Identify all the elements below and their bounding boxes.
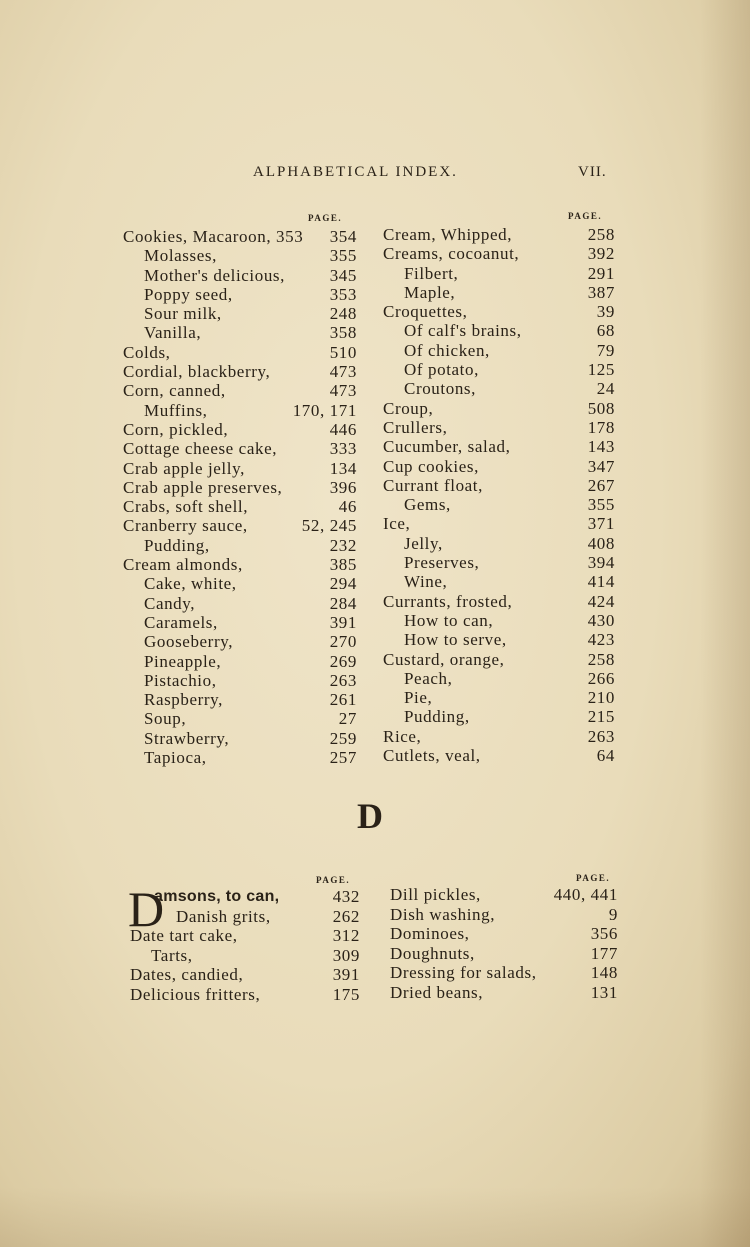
entry-page: 333 (329, 439, 357, 459)
entry-name: Soup, (144, 709, 187, 729)
index-entry (383, 495, 615, 514)
entry-name: Colds, (123, 342, 171, 362)
page-edge-shadow (700, 0, 750, 1247)
entry-page: 508 (587, 398, 615, 418)
d-right-index-column (390, 885, 618, 1003)
entry-name: Cordial, blackberry, (123, 362, 271, 382)
index-entry (123, 246, 357, 265)
index-entry (123, 381, 357, 400)
entry-name: Dates, candied, (130, 965, 244, 985)
entry-name: Vanilla, (144, 323, 202, 343)
index-entry (383, 457, 615, 476)
entry-page: 266 (587, 668, 615, 688)
entry-page: 294 (329, 574, 357, 594)
entry-page: 261 (329, 690, 357, 710)
index-entry (123, 497, 357, 516)
index-entry (123, 343, 357, 362)
index-entry (123, 401, 357, 420)
drop-cap: D (128, 881, 165, 937)
entry-name: Filbert, (404, 263, 459, 283)
entry-name: Cup cookies, (383, 456, 479, 476)
entry-page: 355 (587, 495, 615, 515)
entry-page: 232 (329, 535, 357, 555)
index-entry (383, 688, 615, 707)
entry-page: 259 (329, 728, 357, 748)
entry-page: 68 (596, 321, 615, 341)
entry-name: Raspberry, (144, 690, 224, 710)
entry-name: Sour milk, (144, 304, 222, 324)
index-entry (383, 572, 615, 591)
entry-name: Dried beans, (390, 982, 484, 1002)
index-entry (130, 985, 360, 1005)
index-entry (383, 418, 615, 437)
entry-name: Rice, (383, 726, 422, 746)
entry-page: 424 (587, 591, 615, 611)
index-entry (383, 283, 615, 302)
entry-name: Custard, orange, (383, 649, 505, 669)
entry-page: 258 (587, 225, 615, 244)
entry-name: Tapioca, (144, 748, 207, 768)
entry-page: 215 (587, 707, 615, 727)
entry-page: 423 (587, 630, 615, 650)
entry-name: Gems, (404, 495, 451, 515)
entry-name: Cream, Whipped, (383, 225, 513, 244)
index-entry (123, 613, 357, 632)
index-entry (123, 555, 357, 574)
entry-name: Pudding, (404, 707, 470, 727)
entry-name: Molasses, (144, 246, 217, 266)
index-entry (383, 650, 615, 669)
index-entry (123, 439, 357, 458)
entry-name: Croutons, (404, 379, 476, 399)
d-left-index-column (130, 887, 360, 1005)
entry-page: 312 (332, 926, 360, 946)
entry-name: Croquettes, (383, 302, 468, 322)
entry-name: Strawberry, (144, 728, 230, 748)
entry-name: Pudding, (144, 535, 210, 555)
page-bottom-shadow (0, 1187, 750, 1247)
entry-name: Gooseberry, (144, 632, 234, 652)
index-entry (123, 729, 357, 748)
index-entry (383, 746, 615, 765)
entry-name: Dill pickles, (390, 885, 481, 904)
index-entry (383, 514, 615, 533)
index-entry (383, 727, 615, 746)
entry-name: Muffins, (144, 400, 208, 420)
entry-name: Caramels, (144, 612, 218, 632)
entry-name: Cookies, Macaroon, 353 (123, 227, 304, 246)
entry-page: 432 (332, 887, 360, 906)
entry-page: 143 (587, 437, 615, 457)
entry-page: 134 (329, 458, 357, 478)
entry-name: Dish washing, (390, 904, 496, 924)
index-entry (123, 478, 357, 497)
entry-name: Crullers, (383, 417, 448, 437)
entry-name: Corn, canned, (123, 381, 226, 401)
entry-name: Currants, frosted, (383, 591, 513, 611)
entry-name: Jelly, (404, 533, 443, 553)
entry-page: 347 (587, 456, 615, 476)
entry-page: 473 (329, 381, 357, 401)
entry-name: Mother's delicious, (144, 265, 285, 285)
index-entry (123, 516, 357, 535)
index-entry (383, 534, 615, 553)
entry-name: How to can, (404, 610, 494, 630)
entry-page: 52, 245 (301, 516, 357, 536)
entry-page: 394 (587, 553, 615, 573)
entry-name: Pie, (404, 688, 433, 708)
entry-page: 79 (596, 340, 615, 360)
index-entry (123, 323, 357, 342)
entry-name: Of chicken, (404, 340, 490, 360)
entry-name: Doughnuts, (390, 943, 475, 963)
index-entry (383, 399, 615, 418)
entry-page: 291 (587, 263, 615, 283)
entry-page: 64 (596, 746, 615, 766)
entry-page: 408 (587, 533, 615, 553)
entry-page: 178 (587, 417, 615, 437)
entry-name: Crab apple preserves, (123, 477, 283, 497)
index-entry (123, 536, 357, 555)
entry-name: Dominoes, (390, 924, 470, 944)
index-entry (390, 963, 618, 983)
entry-name: Corn, pickled, (123, 419, 229, 439)
right-column-header: PAGE. (568, 211, 603, 221)
entry-page: 248 (329, 304, 357, 324)
entry-page: 355 (329, 246, 357, 266)
index-entry (383, 360, 615, 379)
entry-page: 356 (590, 924, 618, 944)
entry-name: Cucumber, salad, (383, 437, 511, 457)
index-entry (390, 924, 618, 944)
index-entry (383, 707, 615, 726)
index-entry (383, 611, 615, 630)
entry-name: Date tart cake, (130, 926, 238, 946)
entry-page: 258 (587, 649, 615, 669)
entry-page: 309 (332, 945, 360, 965)
entry-page: 414 (587, 572, 615, 592)
entry-name: Crab apple jelly, (123, 458, 245, 478)
left-column-header: PAGE. (308, 213, 343, 223)
entry-page: 353 (329, 284, 357, 304)
index-entry (123, 362, 357, 381)
entry-page: 46 (338, 497, 357, 517)
entry-name: Of potato, (404, 360, 479, 380)
entry-name: Candy, (144, 593, 196, 613)
entry-page: 371 (587, 514, 615, 534)
index-entry (383, 321, 615, 340)
entry-page: 263 (329, 670, 357, 690)
index-entry (123, 632, 357, 651)
index-entry (383, 592, 615, 611)
entry-page: 175 (332, 984, 360, 1004)
left-index-column (123, 227, 357, 767)
entry-name: Preserves, (404, 553, 480, 573)
entry-name: Currant float, (383, 475, 483, 495)
index-entry (383, 669, 615, 688)
entry-name: Ice, (383, 514, 411, 534)
entry-page: 27 (338, 709, 357, 729)
index-entry (123, 420, 357, 439)
index-entry (123, 574, 357, 593)
entry-page: 358 (329, 323, 357, 343)
entry-name: Wine, (404, 572, 448, 592)
entry-page: 345 (329, 265, 357, 285)
index-entry (123, 652, 357, 671)
entry-page: 257 (329, 748, 357, 768)
entry-page: 177 (590, 943, 618, 963)
entry-page: 430 (587, 610, 615, 630)
index-entry (123, 690, 357, 709)
index-entry (383, 553, 615, 572)
entry-name: Pineapple, (144, 651, 222, 671)
entry-name: Danish grits, (176, 906, 271, 926)
entry-page: 392 (587, 244, 615, 264)
entry-name: Crabs, soft shell, (123, 497, 249, 517)
d-right-column-header: PAGE. (576, 873, 611, 883)
index-entry (390, 944, 618, 964)
entry-name: Tarts, (151, 945, 193, 965)
entry-page: 270 (329, 632, 357, 652)
index-entry (383, 264, 615, 283)
entry-name: Delicious fritters, (130, 984, 261, 1004)
index-entry (123, 671, 357, 690)
entry-page: 125 (587, 360, 615, 380)
entry-page: 510 (329, 342, 357, 362)
index-entry (130, 946, 360, 966)
index-entry (130, 887, 360, 907)
entry-page: 391 (329, 612, 357, 632)
entry-page: 354 (329, 227, 357, 246)
right-index-column (383, 225, 615, 765)
entry-page: 269 (329, 651, 357, 671)
entry-name: Cutlets, veal, (383, 746, 481, 766)
entry-name: Croup, (383, 398, 434, 418)
index-entry (390, 983, 618, 1003)
entry-page: 473 (329, 362, 357, 382)
entry-name: Cottage cheese cake, (123, 439, 278, 459)
entry-page: 385 (329, 555, 357, 575)
index-entry (383, 379, 615, 398)
entry-page: 387 (587, 282, 615, 302)
entry-page: 267 (587, 475, 615, 495)
index-entry (130, 907, 360, 927)
entry-page: 391 (332, 965, 360, 985)
entry-page: 284 (329, 593, 357, 613)
page-number: VII. (578, 164, 607, 180)
entry-name: Maple, (404, 282, 456, 302)
index-entry (123, 459, 357, 478)
entry-page: 148 (590, 963, 618, 983)
index-entry (390, 885, 618, 905)
index-entry (130, 965, 360, 985)
entry-page: 9 (608, 904, 618, 924)
index-entry (123, 709, 357, 728)
entry-page: 440, 441 (553, 885, 618, 904)
index-entry (383, 630, 615, 649)
first-entry-label: amsons, to can, (154, 888, 280, 905)
entry-page: 24 (596, 379, 615, 399)
entry-page: 131 (590, 982, 618, 1002)
index-entry (383, 476, 615, 495)
index-entry (383, 437, 615, 456)
index-entry (123, 594, 357, 613)
d-left-column-header: PAGE. (316, 875, 351, 885)
entry-name: Of calf's brains, (404, 321, 522, 341)
entry-name: Creams, cocoanut, (383, 244, 520, 264)
entry-page: 39 (596, 302, 615, 322)
index-entry (383, 225, 615, 244)
entry-name: Dressing for salads, (390, 963, 537, 983)
index-entry (123, 266, 357, 285)
page-title: ALPHABETICAL INDEX. (253, 164, 458, 180)
entry-name: Peach, (404, 668, 453, 688)
index-entry (123, 285, 357, 304)
index-entry (130, 926, 360, 946)
entry-page: 210 (587, 688, 615, 708)
entry-page: 446 (329, 419, 357, 439)
index-entry (383, 341, 615, 360)
entry-name: How to serve, (404, 630, 507, 650)
section-letter: D (357, 796, 383, 836)
entry-name: Cream almonds, (123, 555, 243, 575)
entry-page: 170, 171 (292, 400, 357, 420)
entry-name: Pistachio, (144, 670, 217, 690)
index-entry (383, 244, 615, 263)
index-entry (123, 304, 357, 323)
entry-page: 263 (587, 726, 615, 746)
entry-name: Cake, white, (144, 574, 237, 594)
index-entry (390, 905, 618, 925)
index-entry (383, 302, 615, 321)
entry-name: Cranberry sauce, (123, 516, 248, 536)
entry-page: 396 (329, 477, 357, 497)
index-entry (123, 748, 357, 767)
entry-page: 262 (332, 906, 360, 926)
entry-name: Poppy seed, (144, 284, 233, 304)
index-entry (123, 227, 357, 246)
